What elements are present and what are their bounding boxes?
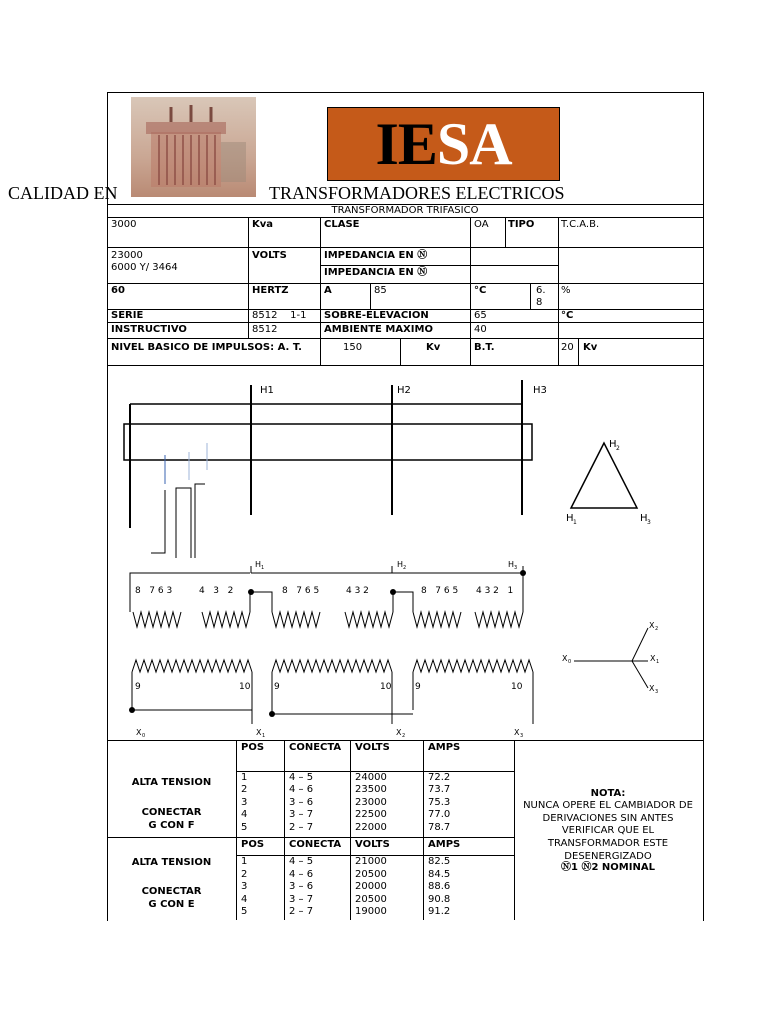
bt-label: B.T. (474, 342, 495, 353)
wye-x1-sub: 1 (656, 659, 660, 665)
table1-row-2-volts: 23500 (355, 784, 387, 795)
table1-row-1-conecta: 4 – 5 (289, 772, 314, 783)
a-label: A (324, 285, 332, 296)
table2-row-1-pos: 1 (241, 856, 248, 867)
tipo-label: TIPO (508, 219, 535, 230)
table1-row-1-pos: 1 (241, 772, 248, 783)
kv-label-1: Kv (426, 342, 441, 353)
table2-row-3-amps: 88.6 (428, 881, 451, 892)
table1-connect-line-1: CONECTAR (141, 807, 202, 818)
left-caption: CALIDAD EN (8, 183, 118, 203)
clase-value: OA (474, 219, 489, 230)
table1-header-pos: POS (241, 742, 265, 753)
nota-line-3: VERIFICAR QUE EL (561, 825, 655, 836)
taps-group-4: 4 3 2 (346, 586, 369, 596)
wye-x0-sub: 0 (568, 659, 572, 665)
table2-row-5-conecta: 2 – 7 (289, 906, 314, 917)
table1-row-4-pos: 4 (241, 809, 248, 820)
table1-header-volts: VOLTS (355, 742, 390, 753)
delta-h3-sub: 3 (647, 519, 651, 526)
kva-value: 3000 (111, 219, 137, 230)
x0-sub: 0 (142, 733, 146, 739)
taps-group-3: 8 7 6 5 (282, 586, 320, 596)
wye-x3-label: X (649, 684, 655, 693)
table2-title: ALTA TENSION (131, 857, 212, 868)
table2-row-3-volts: 20000 (355, 881, 387, 892)
x2-sub: 2 (402, 733, 406, 739)
table1-header-amps: AMPS (428, 742, 461, 753)
ambiente-label: AMBIENTE MAXIMO (324, 324, 433, 335)
kva-label: Kva (252, 219, 274, 230)
nota-line-4: TRANSFORMADOR ESTE (547, 838, 669, 849)
table1-row-2-amps: 73.7 (428, 784, 451, 795)
logo-letters-sa: SA (436, 111, 512, 177)
nivel-value: 150 (343, 342, 363, 353)
wye-x3-sub: 3 (655, 689, 659, 695)
table1-row-4-amps: 77.0 (428, 809, 451, 820)
table2-row-5-pos: 5 (241, 906, 248, 917)
x1-sub: 1 (262, 733, 266, 739)
table2-row-5-amps: 91.2 (428, 906, 451, 917)
table2-row-1-volts: 21000 (355, 856, 387, 867)
degree-c-2: °C (561, 310, 574, 321)
table2-row-4-pos: 4 (241, 894, 248, 905)
hertz-label: HERTZ (252, 285, 289, 296)
table2-header-pos: POS (241, 839, 265, 850)
degree-c-1: °C (474, 285, 487, 296)
impedance-value-a: 6. (536, 285, 546, 296)
logo-letter-e: E (397, 111, 437, 177)
x1-label: X (256, 728, 262, 737)
table2-row-2-conecta: 4 – 6 (289, 869, 314, 880)
table2-row-3-pos: 3 (241, 881, 248, 892)
serie-value: 8512 1-1 (252, 310, 307, 321)
delta-h1-label: H (566, 513, 574, 524)
percent-sign: % (561, 285, 571, 296)
taps-group-5: 8 7 6 5 (421, 586, 459, 596)
table1-header-conecta: CONECTA (289, 742, 342, 753)
nota-line-5: DESENERGIZADO (564, 851, 652, 862)
delta-h3-label: H (640, 513, 648, 524)
nota-line-2: DERIVACIONES SIN ANTES (542, 813, 674, 824)
table2-row-2-volts: 20500 (355, 869, 387, 880)
x3-sub: 3 (520, 733, 524, 739)
tap-h3-sub: 3 (514, 565, 518, 571)
nota-title: NOTA: (590, 788, 626, 799)
table2-row-1-conecta: 4 – 5 (289, 856, 314, 867)
clase-label: CLASE (324, 219, 360, 230)
tap-h2-sub: 2 (403, 565, 407, 571)
nota-line-1: NUNCA OPERE EL CAMBIADOR DE (523, 800, 693, 811)
wye-x2-label: X (649, 621, 655, 630)
tap-h1-sub: 1 (261, 565, 265, 571)
table1-connect-line-2: G CON F (148, 820, 195, 831)
table1-row-3-pos: 3 (241, 797, 248, 808)
tap-h3-label: H (508, 560, 515, 569)
impedancia-label-1: IMPEDANCIA EN Ⓝ (324, 250, 428, 261)
coil-2-end-label: 10 (380, 682, 392, 692)
delta-h2-sub: 2 (616, 445, 620, 452)
table1-row-1-amps: 72.2 (428, 772, 451, 783)
volts-label: VOLTS (252, 250, 287, 261)
taps-group-6: 4 3 2 1 (476, 586, 514, 596)
table2-row-3-conecta: 3 – 6 (289, 881, 314, 892)
sobre-elevacion-label: SOBRE-ELEVACION (324, 310, 429, 321)
nota-line-6: Ⓝ1 Ⓝ2 NOMINAL (561, 862, 655, 873)
sobre-elevacion-value: 65 (474, 310, 487, 321)
table1-row-3-conecta: 3 – 6 (289, 797, 314, 808)
h3-label: H3 (533, 385, 547, 396)
table2-row-4-conecta: 3 – 7 (289, 894, 314, 905)
table2-row-4-amps: 90.8 (428, 894, 451, 905)
table1-row-1-volts: 24000 (355, 772, 387, 783)
table2-row-2-amps: 84.5 (428, 869, 451, 880)
wye-x0-label: X (562, 654, 568, 663)
table2-header-amps: AMPS (428, 839, 461, 850)
h2-label: H2 (397, 385, 411, 396)
coil-1-end-label: 10 (239, 682, 251, 692)
table1-row-4-conecta: 3 – 7 (289, 809, 314, 820)
nivel-label: NIVEL BASICO DE IMPULSOS: A. T. (111, 342, 302, 353)
table2-header-conecta: CONECTA (289, 839, 342, 850)
main-title: TRANSFORMADORES ELECTRICOS (269, 183, 565, 203)
wye-x1-label: X (650, 654, 656, 663)
instructivo-label: INSTRUCTIVO (111, 324, 187, 335)
table1-row-5-volts: 22000 (355, 822, 387, 833)
table2-row-5-volts: 19000 (355, 906, 387, 917)
table1-row-3-amps: 75.3 (428, 797, 451, 808)
volts-value-2: 6000 Y/ 3464 (111, 262, 178, 273)
wye-x2-sub: 2 (655, 626, 659, 632)
table1-row-5-amps: 78.7 (428, 822, 451, 833)
subtitle: TRANSFORMADOR TRIFASICO (331, 205, 479, 216)
table2-header-volts: VOLTS (355, 839, 390, 850)
serie-label: SERIE (111, 310, 144, 321)
volts-value-1: 23000 (111, 250, 143, 261)
delta-h1-sub: 1 (573, 519, 577, 526)
table1-row-5-pos: 5 (241, 822, 248, 833)
taps-group-2: 4 3 2 (199, 586, 234, 596)
taps-group-1: 8 7 6 3 (135, 586, 173, 596)
kv-label-2: Kv (583, 342, 598, 353)
tap-h1-label: H (255, 560, 262, 569)
bt-value: 20 (561, 342, 574, 353)
coil-2-start-label: 9 (274, 682, 280, 692)
coil-3-end-label: 10 (511, 682, 523, 692)
table2-row-1-amps: 82.5 (428, 856, 451, 867)
table2-row-2-pos: 2 (241, 869, 248, 880)
table2-connect-line-2: G CON E (148, 899, 195, 910)
table1-row-2-conecta: 4 – 6 (289, 784, 314, 795)
table1-row-5-conecta: 2 – 7 (289, 822, 314, 833)
hertz-value: 60 (111, 285, 125, 296)
tap-h2-label: H (397, 560, 404, 569)
table1-row-3-volts: 23000 (355, 797, 387, 808)
instructivo-value: 8512 (252, 324, 278, 335)
x0-label: X (136, 728, 142, 737)
coil-1-start-label: 9 (135, 682, 141, 692)
coil-3-start-label: 9 (415, 682, 421, 692)
tipo-value: T.C.A.B. (561, 219, 600, 230)
x2-label: X (396, 728, 402, 737)
impedance-value-b: 8 (536, 297, 543, 308)
delta-h2-label: H (609, 439, 617, 450)
table1-row-2-pos: 2 (241, 784, 248, 795)
x3-label: X (514, 728, 520, 737)
a-value: 85 (374, 285, 387, 296)
logo-letter-i: I (375, 111, 398, 177)
ambiente-value: 40 (474, 324, 487, 335)
table2-connect-line-1: CONECTAR (141, 886, 202, 897)
h1-label: H1 (260, 385, 274, 396)
table1-row-4-volts: 22500 (355, 809, 387, 820)
table1-title: ALTA TENSION (131, 777, 212, 788)
table2-row-4-volts: 20500 (355, 894, 387, 905)
impedancia-label-2: IMPEDANCIA EN Ⓝ (324, 267, 428, 278)
